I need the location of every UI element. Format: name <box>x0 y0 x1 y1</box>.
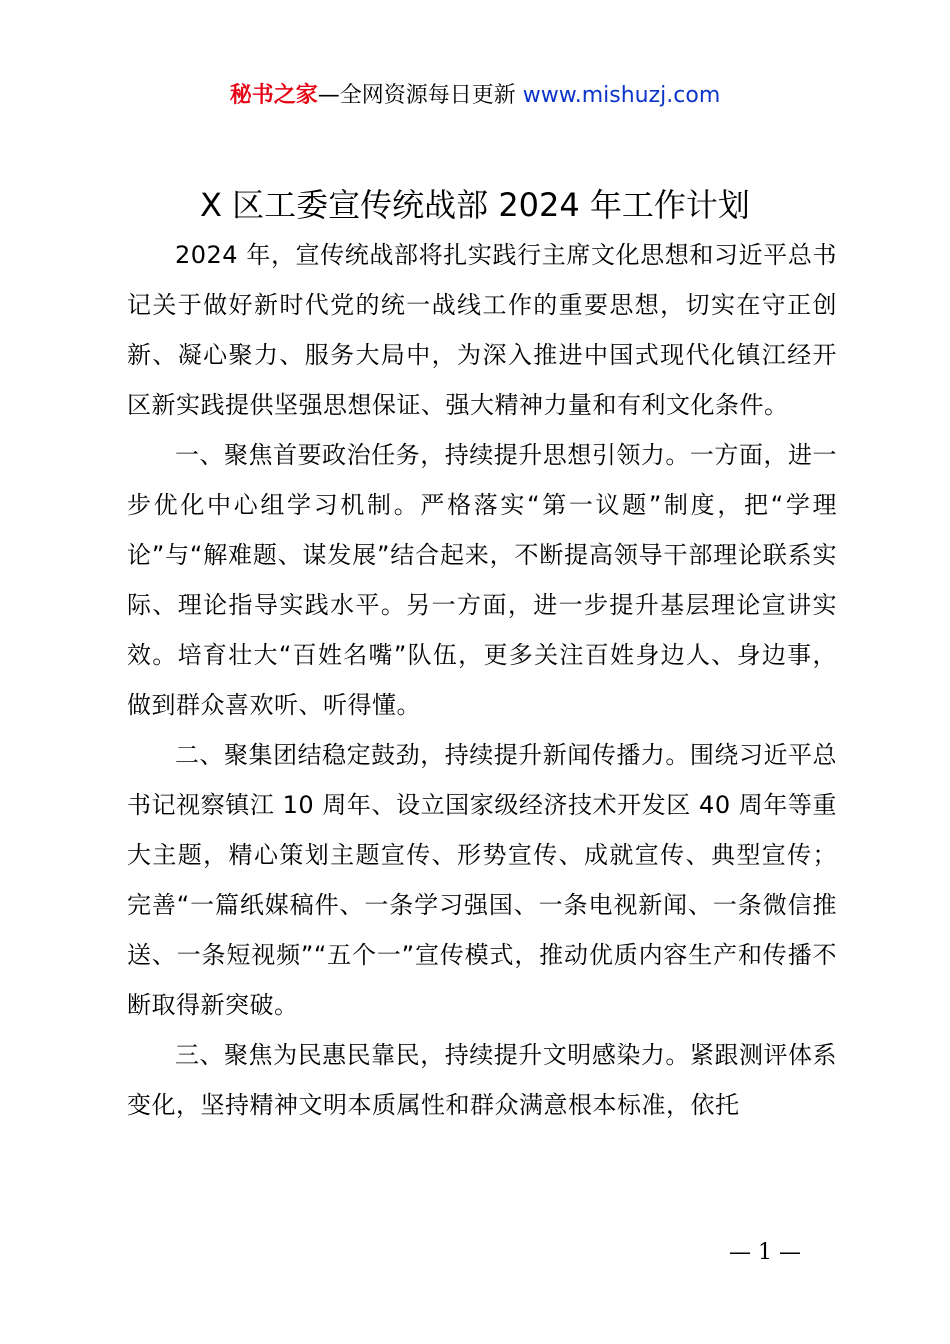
paragraph-section-2: 二、聚集团结稳定鼓劲，持续提升新闻传播力。围绕习近平总书记视察镇江 10 周年、设立国家级经济技术开发区 40 周年等重大主题，精心策划主题宣传、形势宣传、成就宣传、典型宣传；完善“一篇纸媒稿件、一条学习强国、一条电视新闻、一条微信推送、一条短视频”“五个一”宣传模式，推动优质内容生产和传播不断取得新突破。 <box>127 741 837 1019</box>
paragraph-intro: 2024 年，宣传统战部将扎实践行主席文化思想和习近平总书记关于做好新时代党的统一战线工作的重要思想，切实在守正创新、凝心聚力、服务大局中，为深入推进中国式现代化镇江经开区新实践提供坚强思想保证、强大精神力量和有利文化条件。 <box>127 241 837 419</box>
paragraph-section-3: 三、聚焦为民惠民靠民，持续提升文明感染力。紧跟测评体系变化，坚持精神文明本质属性和群众满意根本标准，依托 <box>127 1041 837 1119</box>
site-url-link[interactable]: www.mishuzj.com <box>522 83 721 108</box>
page-number: — 1 — <box>729 1240 801 1265</box>
document-title: X 区工委宣传统战部 2024 年工作计划 <box>200 186 750 224</box>
paragraph-section-1: 一、聚焦首要政治任务，持续提升思想引领力。一方面，进一步优化中心组学习机制。严格落实“第一议题”制度，把“学理论”与“解难题、谋发展”结合起来，不断提高领导干部理论联系实际、理论指导实践水平。另一方面，进一步提升基层理论宣讲实效。培育壮大“百姓名嘴”队伍，更多关注百姓身边人、身边事，做到群众喜欢听、听得懂。 <box>127 441 837 719</box>
document-body <box>127 230 837 1130</box>
site-tagline: —全网资源每日更新 <box>317 83 516 108</box>
site-brand: 秘书之家 <box>229 83 318 108</box>
site-header <box>0 80 950 112</box>
